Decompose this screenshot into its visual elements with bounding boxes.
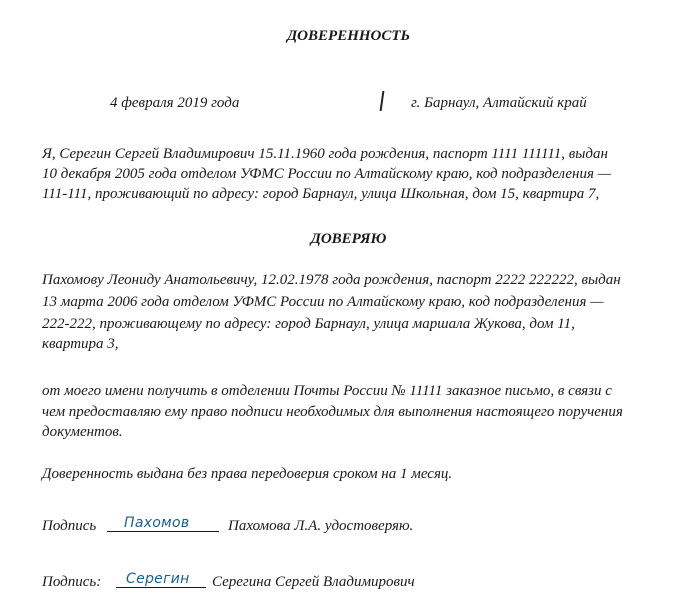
agent-line: 13 марта 2006 года отделом УФМС России по Алтайскому краю, код подразделения — — [42, 294, 604, 310]
principal-name: Серегина Сергей Владимирович — [212, 574, 415, 590]
term-line: Доверенность выдана без права передоверия сроком на 1 месяц. — [42, 466, 453, 482]
agent-line: Пахомову Леониду Анатольевичу, 12.02.1978 года рождения, паспорт 2222 222222, выдан — [42, 272, 621, 288]
handwritten-signature: Пахомов — [124, 515, 190, 531]
principal-line: Я, Серегин Сергей Владимирович 15.11.1960 года рождения, паспорт 1111 111111, выдан — [42, 146, 608, 162]
signature-label: Подпись: — [42, 574, 102, 590]
task-line: от моего имени получить в отделении Почты России № 11111 заказное письмо, в связи с — [42, 383, 612, 399]
task-line: документов. — [42, 424, 123, 440]
agent-line: квартира 3, — [42, 336, 119, 352]
signature-certification: Пахомова Л.А. удостоверяю. — [228, 518, 414, 534]
principal-line: 10 декабря 2005 года отделом УФМС России по Алтайскому краю, код подразделения — — [42, 166, 612, 182]
agent-line: 222-222, проживающему по адресу: город Барнаул, улица маршала Жукова, дом 11, — [42, 316, 575, 332]
trust-heading: ДОВЕРЯЮ — [310, 231, 387, 247]
task-line: чем предоставляю ему право подписи необходимых для выполнения настоящего поручения — [42, 404, 623, 420]
handwritten-signature: Серегин — [126, 571, 190, 587]
document-place: г. Барнаул, Алтайский край — [411, 95, 587, 111]
document-title: ДОВЕРЕННОСТЬ — [286, 28, 411, 44]
principal-line: 111-111, проживающий по адресу: город Барнаул, улица Школьная, дом 15, квартира 7, — [42, 186, 600, 202]
document-date: 4 февраля 2019 года — [110, 95, 240, 111]
signature-label: Подпись — [42, 518, 97, 534]
text-cursor — [380, 91, 385, 111]
